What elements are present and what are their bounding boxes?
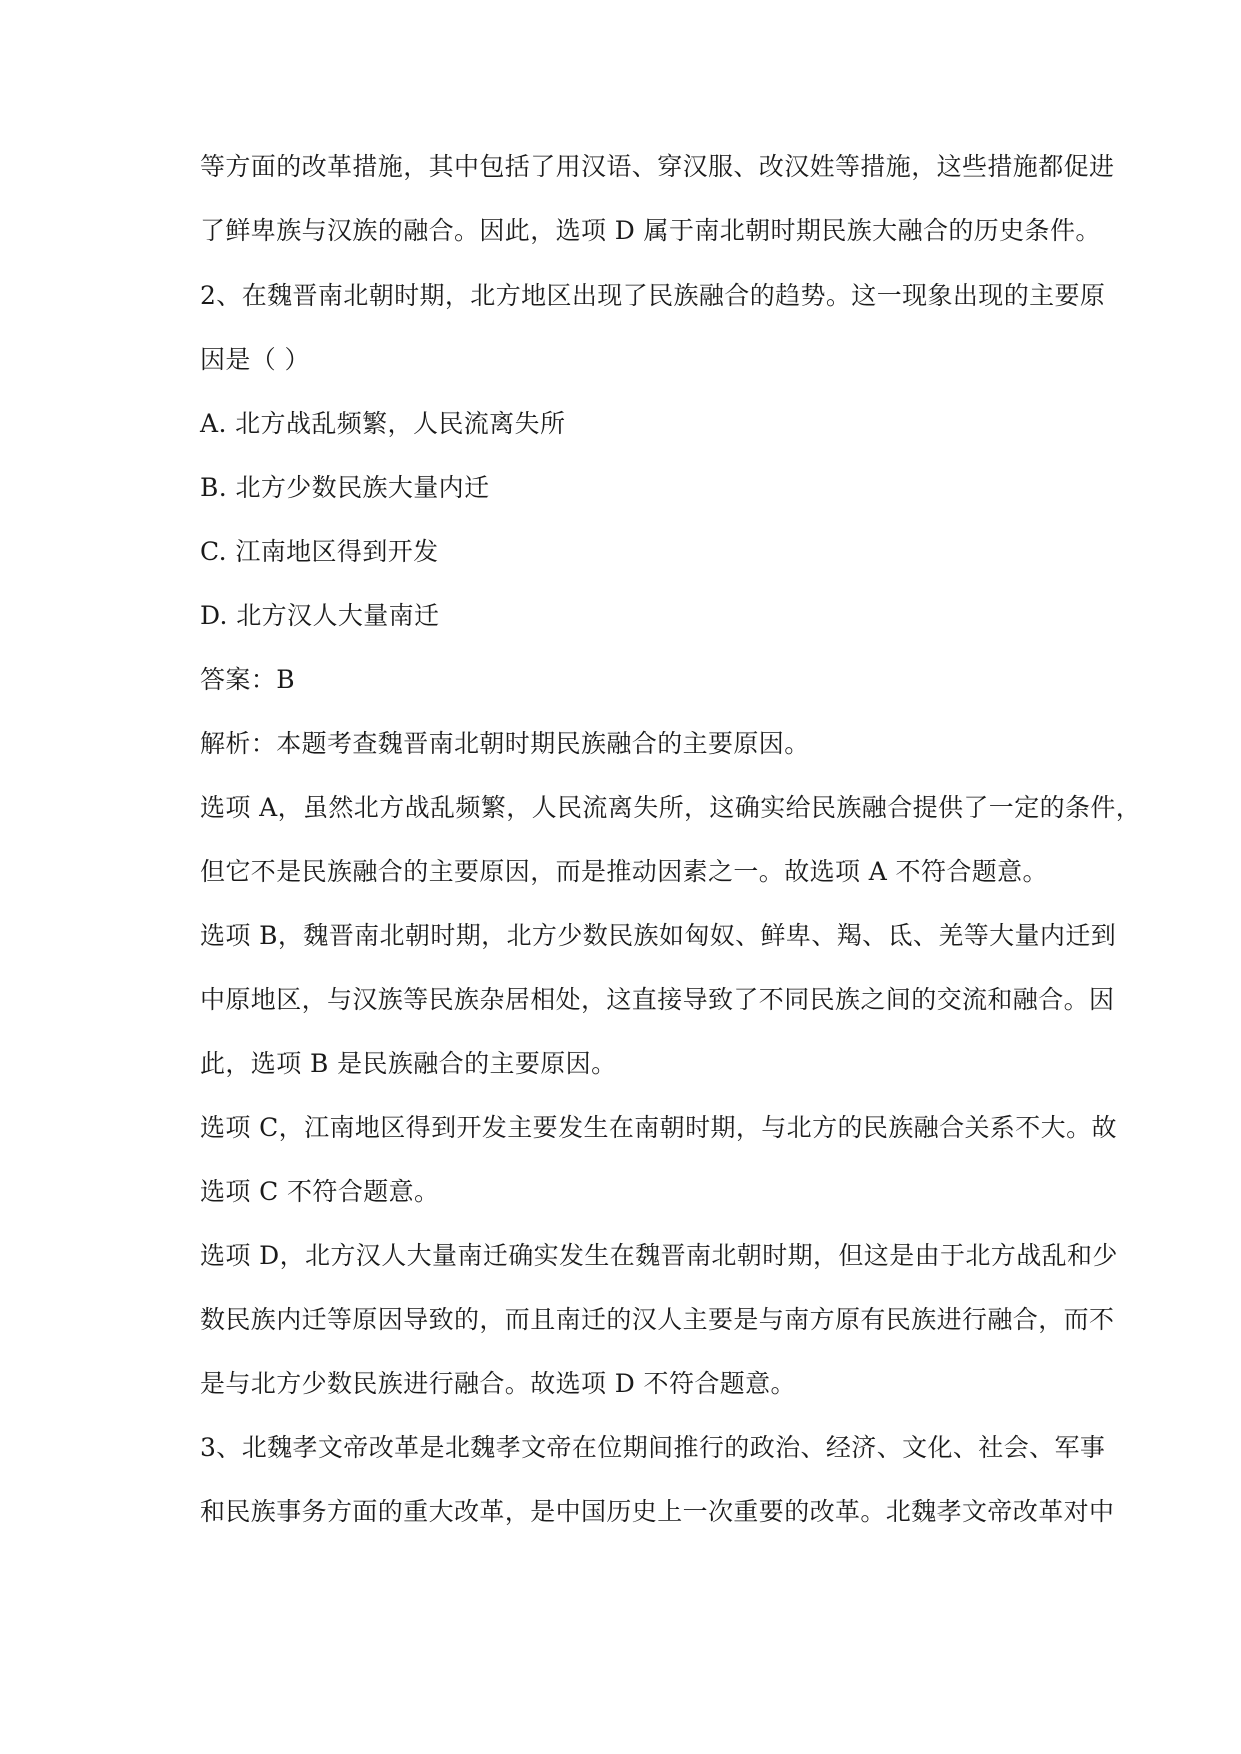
option-c: C. 江南地区得到开发 (200, 537, 439, 566)
question-2-stem: 2、在魏晋南北朝时期，北方地区出现了民族融合的趋势。这一现象出现的主要原 (200, 281, 1106, 310)
answer: 答案：B (200, 665, 295, 694)
analysis-line: 但它不是民族融合的主要原因，而是推动因素之一。故选项 A 不符合题意。 (200, 857, 1048, 886)
analysis-intro: 解析：本题考查魏晋南北朝时期民族融合的主要原因。 (200, 729, 810, 758)
analysis-line: 数民族内迁等原因导致的，而且南迁的汉人主要是与南方原有民族进行融合，而不 (200, 1305, 1115, 1334)
option-a: A. 北方战乱频繁，人民流离失所 (200, 409, 566, 438)
text-line: 了鲜卑族与汉族的融合。因此，选项 D 属于南北朝时期民族大融合的历史条件。 (200, 216, 1101, 245)
text-line: 等方面的改革措施，其中包括了用汉语、穿汉服、改汉姓等措施，这些措施都促进 (200, 152, 1115, 181)
question-2-stem: 因是（ ） (200, 345, 310, 374)
question-3-stem: 和民族事务方面的重大改革，是中国历史上一次重要的改革。北魏孝文帝改革对中 (200, 1497, 1115, 1526)
option-d: D. 北方汉人大量南迁 (200, 601, 440, 630)
analysis-line: 是与北方少数民族进行融合。故选项 D 不符合题意。 (200, 1369, 796, 1398)
analysis-line: 中原地区，与汉族等民族杂居相处，这直接导致了不同民族之间的交流和融合。因 (200, 985, 1115, 1014)
analysis-line: 选项 B，魏晋南北朝时期，北方少数民族如匈奴、鲜卑、羯、氐、羌等大量内迁到 (200, 921, 1117, 950)
analysis-line: 选项 D，北方汉人大量南迁确实发生在魏晋南北朝时期，但这是由于北方战乱和少 (200, 1241, 1118, 1270)
analysis-line: 选项 A，虽然北方战乱频繁，人民流离失所，这确实给民族融合提供了一定的条件， (200, 793, 1142, 822)
analysis-line: 此，选项 B 是民族融合的主要原因。 (200, 1049, 617, 1078)
option-b: B. 北方少数民族大量内迁 (200, 473, 490, 502)
analysis-line: 选项 C，江南地区得到开发主要发生在南朝时期，与北方的民族融合关系不大。故 (200, 1113, 1117, 1142)
analysis-line: 选项 C 不符合题意。 (200, 1177, 440, 1206)
question-3-stem: 3、北魏孝文帝改革是北魏孝文帝在位期间推行的政治、经济、文化、社会、军事 (200, 1433, 1106, 1462)
